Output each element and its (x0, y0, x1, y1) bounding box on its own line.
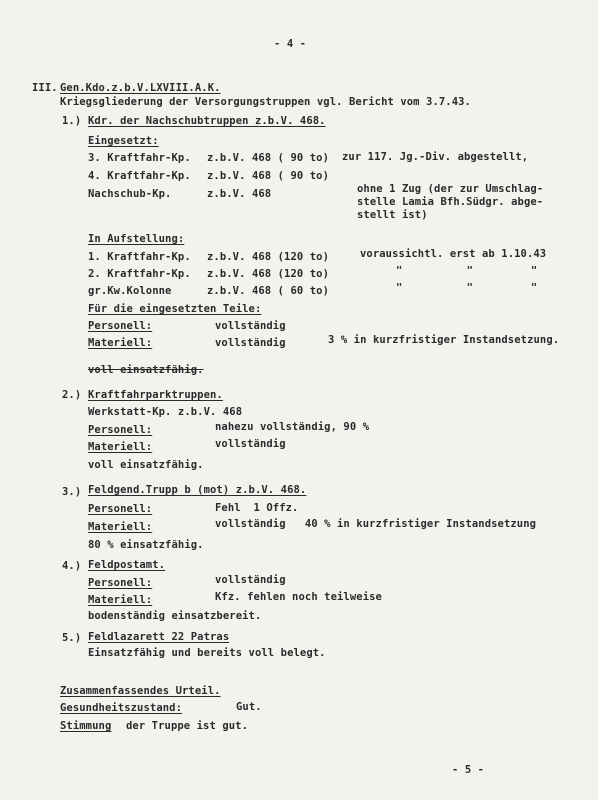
s1-row2-unit: 4. Kraftfahr-Kp. (88, 170, 191, 182)
s3-summary: 80 % einsatzfähig. (88, 539, 204, 551)
s1-row3-remark: ohne 1 Zug (der zur Umschlag- (357, 183, 544, 195)
s1-row3-unit: Nachschub-Kp. (88, 188, 172, 200)
s1-title: Kdr. der Nachschubtruppen z.b.V. 468. (88, 115, 326, 127)
s2-title: Kraftfahrparktruppen. (88, 389, 223, 401)
s1-row1-unit: 3. Kraftfahr-Kp. (88, 152, 191, 164)
s4-title: Feldpostamt. (88, 559, 166, 571)
s1-auf-row2-unit: 2. Kraftfahr-Kp. (88, 268, 191, 280)
s3-title: Feldgend.Trupp b (mot) z.b.V. 468. (88, 484, 307, 496)
s1-row3-remark-cont1: stelle Lamia Bfh.Südgr. abge- (357, 196, 544, 208)
s4-summary: bodenständig einsatzbereit. (88, 610, 262, 622)
s1-row1-remark: zur 117. Jg.-Div. abgestellt, (342, 151, 529, 163)
s4-personell-label: Personell: (88, 577, 153, 589)
s4-number: 4.) (62, 560, 82, 572)
s1-auf-row3-unit: gr.Kw.Kolonne (88, 285, 172, 297)
stimmung-value: der Truppe ist gut. (126, 720, 249, 732)
s4-materiell-value: Kfz. fehlen noch teilweise (215, 591, 382, 603)
s1-personell-value: vollständig (215, 320, 286, 332)
s4-personell-value: vollständig (215, 574, 286, 586)
s1-materiell-note: 3 % in kurzfristiger Instandsetzung. (328, 334, 560, 346)
s1-auf-row1-designation: z.b.V. 468 (120 to) (207, 251, 330, 263)
s3-personell-label: Personell: (88, 503, 153, 515)
s1-row3-designation: z.b.V. 468 (207, 188, 272, 200)
s5-title: Feldlazarett 22 Patras (88, 631, 230, 643)
s1-auf-row1-unit: 1. Kraftfahr-Kp. (88, 251, 191, 263)
s1-row2-designation: z.b.V. 468 ( 90 to) (207, 170, 330, 182)
s2-materiell-value: vollständig (215, 438, 286, 450)
s3-personell-value: Fehl 1 Offz. (215, 502, 299, 514)
s1-materiell-label: Materiell: (88, 337, 153, 349)
s1-eingesetzt-label: Eingesetzt: (88, 135, 159, 147)
s1-auf-row3-remark: " " " (396, 282, 538, 294)
s1-auf-row3-designation: z.b.V. 468 ( 60 to) (207, 285, 330, 297)
s1-row1-designation: z.b.V. 468 ( 90 to) (207, 152, 330, 164)
s4-materiell-label: Materiell: (88, 594, 153, 606)
section-subtitle: Kriegsgliederung der Versorgungstruppen vgl. Bericht vom 3.7.43. (60, 96, 471, 108)
s2-number: 2.) (62, 389, 82, 401)
s1-eingesetzte-teile-label: Für die eingesetzten Teile: (88, 303, 262, 315)
s2-unit: Werkstatt-Kp. z.b.V. 468 (88, 406, 243, 418)
s5-summary: Einsatzfähig und bereits voll belegt. (88, 647, 326, 659)
s1-auf-row2-remark: " " " (396, 265, 538, 277)
stimmung-label: Stimmung (60, 720, 112, 732)
s1-personell-label: Personell: (88, 320, 153, 332)
section-number: III. (32, 82, 58, 94)
urteil-title: Zusammenfassendes Urteil. (60, 685, 221, 697)
s1-number: 1.) (62, 115, 82, 127)
s3-materiell-label: Materiell: (88, 521, 153, 533)
s2-summary: voll einsatzfähig. (88, 459, 204, 471)
s1-row3-remark-cont2: stellt ist) (357, 209, 428, 221)
section-heading: Gen.Kdo.z.b.V.LXVIII.A.K. (60, 82, 221, 94)
s1-auf-row2-designation: z.b.V. 468 (120 to) (207, 268, 330, 280)
page-number-top: - 4 - (274, 38, 307, 50)
s2-personell-label: Personell: (88, 424, 153, 436)
s1-aufstellung-label: In Aufstellung: (88, 233, 185, 245)
s2-materiell-label: Materiell: (88, 441, 153, 453)
s3-materiell-value: vollständig 40 % in kurzfristiger Instandsetzung (215, 518, 537, 530)
s1-materiell-value: vollständig (215, 337, 286, 349)
page-number-bottom: - 5 - (452, 764, 485, 776)
gesundheit-value: Gut. (236, 701, 262, 713)
s1-auf-row1-remark: voraussichtl. erst ab 1.10.43 (360, 248, 547, 260)
s1-summary: voll einsatzfähig. (88, 364, 204, 376)
s2-personell-value: nahezu vollständig, 90 % (215, 421, 370, 433)
s3-number: 3.) (62, 486, 82, 498)
gesundheit-label: Gesundheitszustand: (60, 702, 183, 714)
s5-number: 5.) (62, 632, 82, 644)
